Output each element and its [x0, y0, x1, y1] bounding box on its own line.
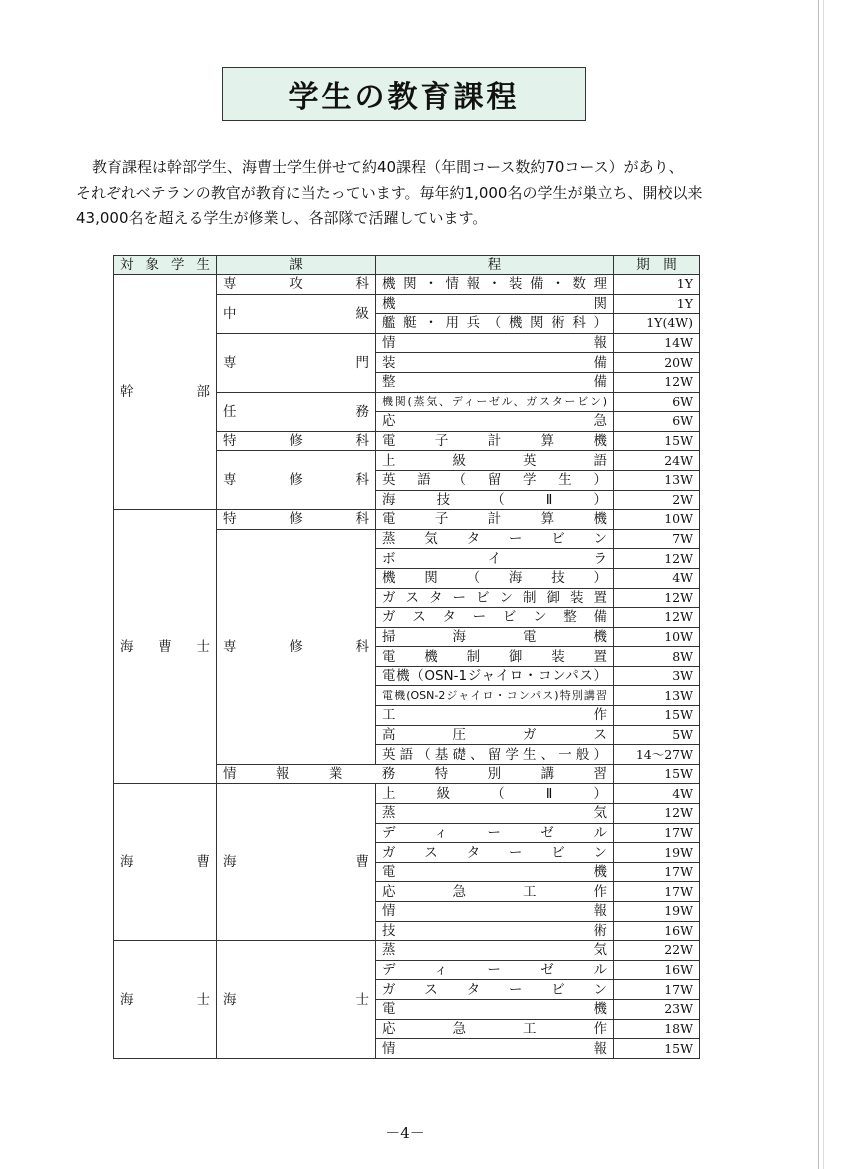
- duration-cell: 12W: [614, 608, 700, 628]
- duration-cell: 12W: [614, 372, 700, 392]
- program-cell: 上級英語: [376, 451, 614, 471]
- duration-cell: 13W: [614, 470, 700, 490]
- program-cell: 高圧ガス: [376, 725, 614, 745]
- duration-cell: 12W: [614, 588, 700, 608]
- duration-cell: 7W: [614, 529, 700, 549]
- category-cell: 専攻科: [217, 275, 376, 295]
- table-row: [114, 941, 700, 961]
- duration-cell: 15W: [614, 706, 700, 726]
- header-course: 課: [217, 256, 376, 275]
- intro-line: それぞれベテランの教官が教育に当たっています。毎年約1,000名の学生が巣立ち、開校以来: [76, 183, 703, 202]
- duration-cell: 20W: [614, 353, 700, 373]
- header-program: 程: [376, 256, 614, 275]
- program-cell: 上級（Ⅱ）: [376, 784, 614, 804]
- duration-cell: 1Y: [614, 294, 700, 314]
- category-cell: 海曹: [217, 784, 376, 941]
- target-cell: 海曹: [114, 784, 217, 941]
- page-edge-shadow: [823, 0, 824, 1169]
- duration-cell: 4W: [614, 784, 700, 804]
- duration-cell: 12W: [614, 804, 700, 824]
- duration-cell: 16W: [614, 921, 700, 941]
- table-row: [114, 510, 700, 530]
- category-cell: 専修科: [217, 529, 376, 764]
- program-cell: 情報: [376, 1039, 614, 1059]
- duration-cell: 13W: [614, 686, 700, 706]
- program-cell: 情報: [376, 902, 614, 922]
- duration-cell: 5W: [614, 725, 700, 745]
- special-course-cell: 情報業務特別講習: [217, 764, 614, 784]
- program-cell: 電子計算機: [376, 431, 614, 451]
- duration-cell: 1Y(4W): [614, 314, 700, 334]
- program-cell: ガスタービン: [376, 843, 614, 863]
- program-cell: 機関(蒸気、ディーゼル、ガスタービン): [376, 392, 614, 412]
- category-cell: 任務: [217, 392, 376, 431]
- category-cell: 中級: [217, 294, 376, 333]
- program-cell: 情報: [376, 333, 614, 353]
- page-edge: [818, 0, 819, 1169]
- duration-cell: 17W: [614, 980, 700, 1000]
- duration-cell: 15W: [614, 764, 700, 784]
- program-cell: 蒸気: [376, 941, 614, 961]
- table-header-row: [114, 256, 700, 275]
- program-cell: ボイラ: [376, 549, 614, 569]
- category-cell: 特修科: [217, 431, 376, 451]
- table-row: [114, 784, 700, 804]
- page-number: －4－: [385, 1124, 425, 1142]
- duration-cell: 24W: [614, 451, 700, 471]
- duration-cell: 15W: [614, 431, 700, 451]
- duration-cell: 6W: [614, 392, 700, 412]
- page-title: 学生の教育課程: [222, 67, 586, 121]
- duration-cell: 19W: [614, 843, 700, 863]
- program-cell: ディーゼル: [376, 823, 614, 843]
- duration-cell: 2W: [614, 490, 700, 510]
- duration-cell: 12W: [614, 549, 700, 569]
- program-cell: ガスタービン: [376, 980, 614, 1000]
- program-cell: 電機(OSN-2ジャイロ・コンパス)特別講習: [376, 686, 614, 706]
- program-cell: 海技（Ⅱ）: [376, 490, 614, 510]
- intro-paragraph: [76, 155, 766, 232]
- duration-cell: 4W: [614, 568, 700, 588]
- program-cell: 蒸気タービン: [376, 529, 614, 549]
- duration-cell: 23W: [614, 999, 700, 1019]
- program-cell: 電機（OSN-1ジャイロ・コンパス）: [376, 666, 614, 686]
- program-cell: 機関・情報・装備・数理: [376, 275, 614, 295]
- duration-cell: 16W: [614, 960, 700, 980]
- category-cell: 専修科: [217, 451, 376, 510]
- program-cell: 機関（海技）: [376, 568, 614, 588]
- program-cell: 電機: [376, 862, 614, 882]
- program-cell: 英語（留学生）: [376, 470, 614, 490]
- program-cell: 艦艇・用兵（機関術科）: [376, 314, 614, 334]
- duration-cell: 19W: [614, 902, 700, 922]
- program-cell: 掃海電機: [376, 627, 614, 647]
- header-duration: 期 間: [614, 256, 700, 275]
- duration-cell: 3W: [614, 666, 700, 686]
- table-row: [114, 275, 700, 295]
- target-cell: 海士: [114, 941, 217, 1059]
- duration-cell: 22W: [614, 941, 700, 961]
- program-cell: 装備: [376, 353, 614, 373]
- duration-cell: 14W: [614, 333, 700, 353]
- program-cell: 電機: [376, 999, 614, 1019]
- duration-cell: 14～27W: [614, 745, 700, 765]
- program-cell: 応急: [376, 412, 614, 432]
- program-cell: ガスタービン制御装置: [376, 588, 614, 608]
- program-cell: 電機制御装置: [376, 647, 614, 667]
- program-cell: 機関: [376, 294, 614, 314]
- duration-cell: 17W: [614, 862, 700, 882]
- duration-cell: 18W: [614, 1019, 700, 1039]
- duration-cell: 10W: [614, 510, 700, 530]
- program-cell: 応急工作: [376, 1019, 614, 1039]
- program-cell: 整備: [376, 372, 614, 392]
- program-cell: 英語（基礎、留学生、一般）: [376, 745, 614, 765]
- target-cell: 幹部: [114, 275, 217, 510]
- duration-cell: 15W: [614, 1039, 700, 1059]
- program-cell: ディーゼル: [376, 960, 614, 980]
- program-cell: 電子計算機: [376, 510, 614, 530]
- target-cell: 海曹士: [114, 510, 217, 784]
- program-cell: 工作: [376, 706, 614, 726]
- duration-cell: 8W: [614, 647, 700, 667]
- duration-cell: 17W: [614, 882, 700, 902]
- program-cell: 応急工作: [376, 882, 614, 902]
- header-target: 対象学生: [114, 256, 217, 275]
- program-cell: 蒸気: [376, 804, 614, 824]
- intro-line: 43,000名を超える学生が修業し、各部隊で活躍しています。: [76, 209, 488, 227]
- duration-cell: 17W: [614, 823, 700, 843]
- duration-cell: 10W: [614, 627, 700, 647]
- program-cell: 技術: [376, 921, 614, 941]
- category-cell: 専門: [217, 333, 376, 392]
- program-cell: ガスタービン整備: [376, 608, 614, 628]
- category-cell: 特修科: [217, 510, 376, 530]
- intro-line: 教育課程は幹部学生、海曹士学生併せて約40課程（年間コース数約70コース）があり、: [92, 158, 684, 176]
- duration-cell: 1Y: [614, 275, 700, 295]
- duration-cell: 6W: [614, 412, 700, 432]
- curriculum-table: [113, 255, 700, 1059]
- category-cell: 海士: [217, 941, 376, 1059]
